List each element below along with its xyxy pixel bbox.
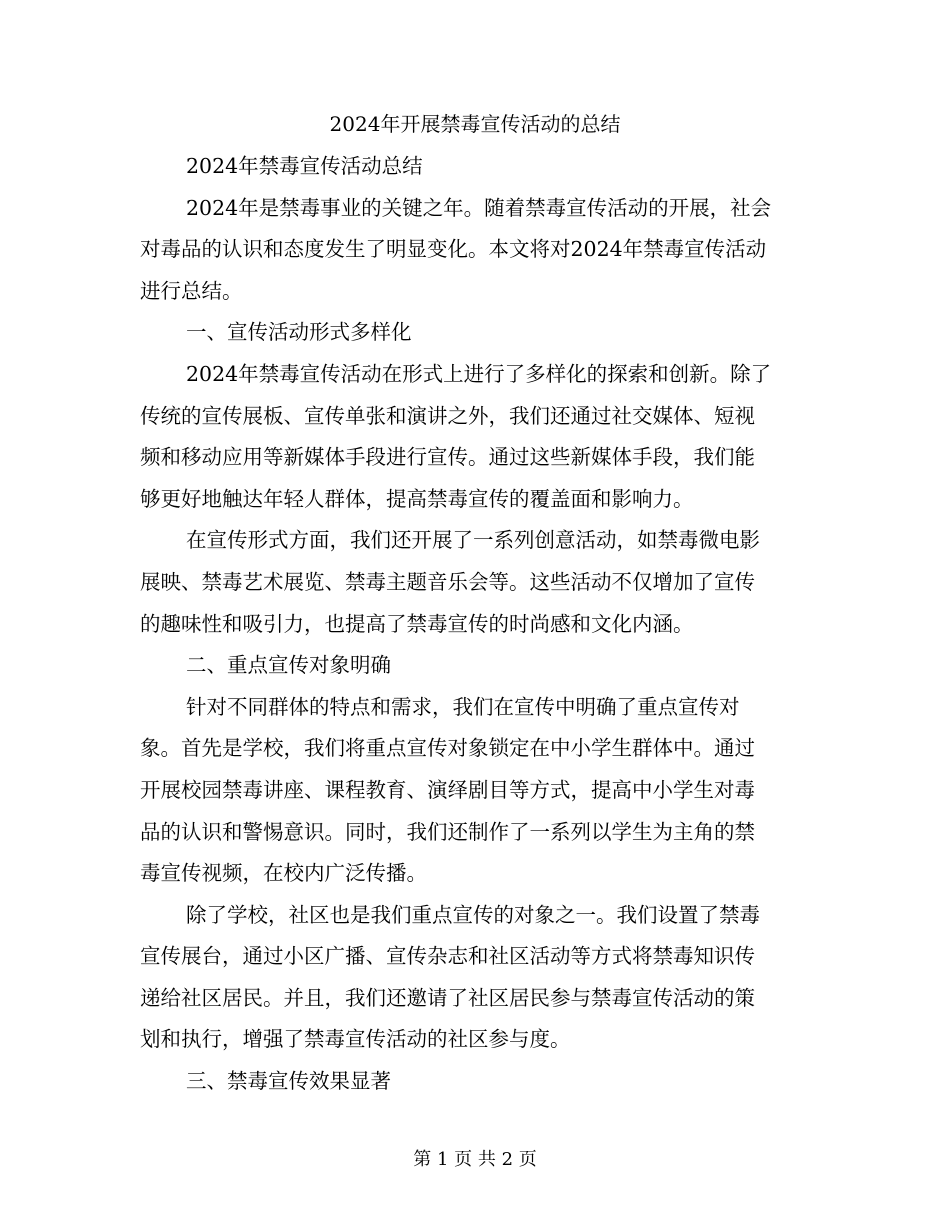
paragraph-line: 进行总结。: [140, 278, 243, 303]
section-heading: 二、重点宣传对象明确: [186, 653, 391, 678]
paragraph-line: 划和执行，增强了禁毒宣传活动的社区参与度。: [140, 1027, 571, 1052]
section-heading: 三、禁毒宣传效果显著: [186, 1069, 391, 1094]
document-title: 2024年开展禁毒宣传活动的总结: [329, 112, 621, 136]
paragraph-line: 的趣味性和吸引力，也提高了禁毒宣传的时尚感和文化内涵。: [140, 611, 694, 636]
paragraph-line: 品的认识和警惕意识。同时，我们还制作了一系列以学生为主角的禁: [140, 819, 755, 844]
document-body: [140, 146, 810, 1103]
paragraph-line: 除了学校，社区也是我们重点宣传的对象之一。我们设置了禁毒: [186, 902, 760, 927]
paragraph-line: 宣传展台，通过小区广播、宣传杂志和社区活动等方式将禁毒知识传: [140, 944, 755, 969]
paragraph-line: 针对不同群体的特点和需求，我们在宣传中明确了重点宣传对: [186, 694, 740, 719]
paragraph-line: 毒宣传视频，在校内广泛传播。: [140, 861, 427, 886]
paragraph-line: 2024年禁毒宣传活动在形式上进行了多样化的探索和创新。除了: [186, 361, 772, 386]
paragraph-line: 够更好地触达年轻人群体，提高禁毒宣传的覆盖面和影响力。: [140, 486, 694, 511]
section-heading: 一、宣传活动形式多样化: [186, 320, 412, 345]
paragraph-line: 象。首先是学校，我们将重点宣传对象锁定在中小学生群体中。通过: [140, 736, 755, 761]
paragraph-line: 展映、禁毒艺术展览、禁毒主题音乐会等。这些活动不仅增加了宣传: [140, 569, 755, 594]
paragraph-line: 对毒品的认识和态度发生了明显变化。本文将对2024年禁毒宣传活动: [140, 237, 767, 262]
paragraph-line: 递给社区居民。并且，我们还邀请了社区居民参与禁毒宣传活动的策: [140, 985, 755, 1010]
paragraph-line: 在宣传形式方面，我们还开展了一系列创意活动，如禁毒微电影: [186, 528, 760, 553]
paragraph-line: 2024年是禁毒事业的关键之年。随着禁毒宣传活动的开展，社会: [186, 195, 772, 220]
subtitle-line: 2024年禁毒宣传活动总结: [186, 154, 423, 178]
paragraph-line: 频和移动应用等新媒体手段进行宣传。通过这些新媒体手段，我们能: [140, 445, 755, 470]
paragraph-line: 传统的宣传展板、宣传单张和演讲之外，我们还通过社交媒体、短视: [140, 403, 755, 428]
page-footer: 第 1 页 共 2 页: [413, 1149, 537, 1170]
paragraph-line: 开展校园禁毒讲座、课程教育、演绎剧目等方式，提高中小学生对毒: [140, 777, 755, 802]
